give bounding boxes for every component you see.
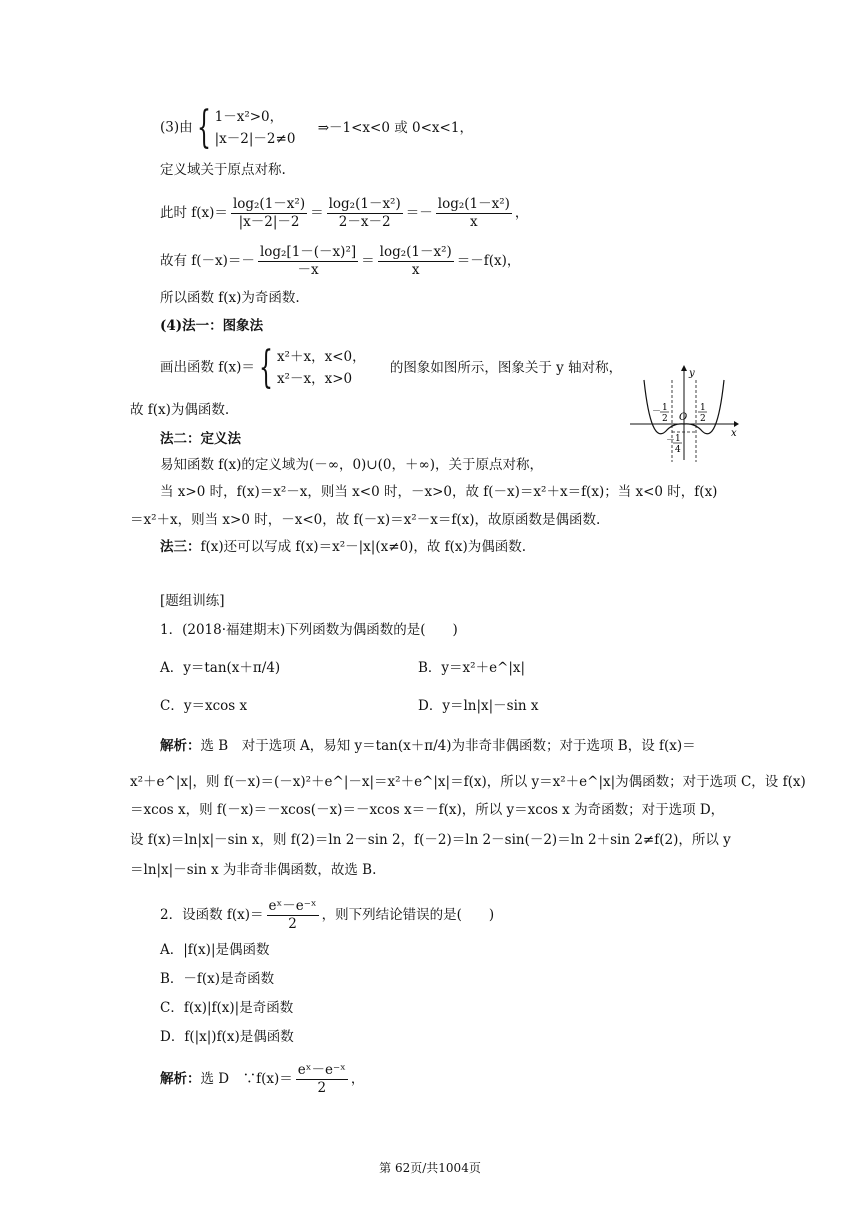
numerator: log₂[1－(－x)²] [259,244,357,260]
text: 的图象如图所示，图象关于 y 轴对称， [389,359,623,376]
method-1-heading: (4)法一：图象法 [160,318,264,334]
numerator: log₂(1－x²) [379,244,452,260]
fraction [231,196,307,231]
fraction [378,244,454,279]
q1-option-a: A．y＝tan(x＋π/4) [160,660,281,676]
q2-option-c: C．f(x)|f(x)|是奇函数 [160,1000,294,1016]
text: ＝ [361,253,375,269]
q1-option-b: B．y＝x²＋e^|x| [418,660,526,676]
denominator: x [411,262,420,278]
question-2 [160,898,494,933]
case-1: x²＋x，x<0， [276,349,366,365]
brace: { [196,102,211,153]
q2-option-b: B．－f(x)是奇函数 [160,971,275,987]
fraction [258,244,358,279]
answer-1-line [160,736,696,756]
question-1: 1．(2018·福建期末)下列函数为偶函数的是( ) [160,622,458,638]
minus-sign: － [666,436,676,446]
x-axis-arrow [734,421,739,427]
page-footer: 第 62页/共1004页 [379,1161,481,1175]
text: ， [514,205,529,221]
condition-system [215,106,296,150]
piecewise-system [277,346,366,390]
q1-option-c: C．y＝xcos x [160,698,248,714]
method-3-line [160,537,526,557]
fraction [267,898,319,933]
text: ＝ [310,205,324,221]
fraction [327,196,403,231]
pos-half-num: 1 [700,403,706,413]
function-graph [628,364,740,464]
denominator: 2 [317,1080,327,1096]
answer-text: 选 B 对于选项 A，易知 y＝tan(x＋π/4)为非奇非偶函数；对于选项 B，设 f(x)＝ [200,738,696,754]
text: ＝－ [405,205,433,221]
domain-text: 定义域关于原点对称. [160,162,286,178]
method-3-heading: 法三： [160,539,201,555]
denominator: 2－x－2 [338,214,391,230]
answer-text: 设 f(x)＝ln|x|－sin x，则 f(2)＝ln 2－sin 2，f(－2)＝ln 2－sin(－2)＝ln 2＋sin 2≠f(2)，所以 y [130,832,731,848]
denominator: |x－2|－2 [238,214,300,230]
result-text: ⇒－1<x<0 或 0<x<1， [317,119,473,136]
conclusion-text: 所以函数 f(x)为奇函数. [160,290,300,306]
text: 画出函数 f(x)＝ [160,359,255,376]
conclusion-text: 故 f(x)为偶函数. [130,402,230,418]
q2-option-a: A．|f(x)|是偶函数 [160,942,270,958]
minus-sign: － [652,407,662,417]
numerator: eˣ－e⁻ˣ [268,898,317,914]
text: 故有 f(－x)＝－ [160,253,255,269]
denominator: x [470,214,478,230]
part4-draw-line [160,342,623,393]
text: 此时 f(x)＝ [160,205,228,221]
x-label: x [731,428,737,439]
method-3-text: f(x)还可以写成 f(x)＝x²－|x|(x≠0)，故 f(x)为偶函数. [200,539,527,555]
answer-2-line [160,1062,364,1097]
part3-now-line [160,196,528,231]
answer-heading: 解析： [160,738,201,754]
part3-condition-line [160,102,473,153]
answer-text: ＝xcos x，则 f(－x)＝－xcos(－x)＝－xcos x＝－f(x)，所以 y＝xcos x 为奇函数；对于选项 D， [130,802,725,818]
condition-2: |x－2|－2≠0 [214,131,296,147]
answer-heading: 解析： [160,1071,201,1087]
numerator: log₂(1－x²) [232,196,306,212]
quarter-num: 1 [675,434,681,444]
neg-half-num: 1 [662,403,668,413]
part3-hence-line [160,244,520,279]
method-2-text: ＝x²＋x，则当 x>0 时，－x<0，故 f(－x)＝x²－x＝f(x)，故原函数是偶函数. [130,512,601,528]
fraction [436,196,512,231]
text: ＝－f(x)， [456,253,521,269]
denominator: 2 [288,916,297,932]
brace: { [258,342,273,393]
condition-1: 1－x²>0， [214,109,284,125]
q1-option-d: D．y＝ln|x|－sin x [418,698,539,714]
method-2-text: 易知函数 f(x)的定义域为(－∞，0)∪(0，＋∞)，关于原点对称， [160,457,543,473]
case-2: x²－x，x>0 [276,371,353,387]
method-2-text: 当 x>0 时，f(x)＝x²－x，则当 x<0 时，－x>0，故 f(－x)＝x²＋x＝f(x)；当 x<0 时，f(x) [160,484,718,500]
text: 选 D ∵f(x)＝ [200,1071,293,1087]
answer-text: ＝ln|x|－sin x 为非奇非偶函数，故选 B. [130,862,377,878]
fraction [296,1062,348,1097]
text: ，则下列结论错误的是( ) [321,907,495,923]
answer-text: x²＋e^|x|，则 f(－x)＝(－x)²＋e^|－x|＝x²＋e^|x|＝f(x)，所以 y＝x²＋e^|x|为偶函数；对于选项 C，设 f(x) [130,774,806,790]
neg-half-den: 2 [662,414,668,424]
pos-half-den: 2 [700,414,706,424]
numerator: log₂(1－x²) [328,196,401,212]
text: 2．设函数 f(x)＝ [160,907,264,923]
q2-option-d: D．f(|x|)f(x)是偶函数 [160,1029,294,1045]
y-label: y [689,368,695,379]
denominator: －x [297,262,319,278]
text: (3)由 [160,119,193,136]
y-axis-arrow [681,365,687,371]
quarter-den: 4 [675,445,681,455]
numerator: eˣ－e⁻ˣ [297,1062,346,1078]
text: ， [350,1071,365,1087]
origin-label: O [679,412,688,423]
method-2-heading: 法二：定义法 [160,431,241,447]
numerator: log₂(1－x²) [437,196,510,212]
section-heading: [题组训练] [160,593,225,609]
